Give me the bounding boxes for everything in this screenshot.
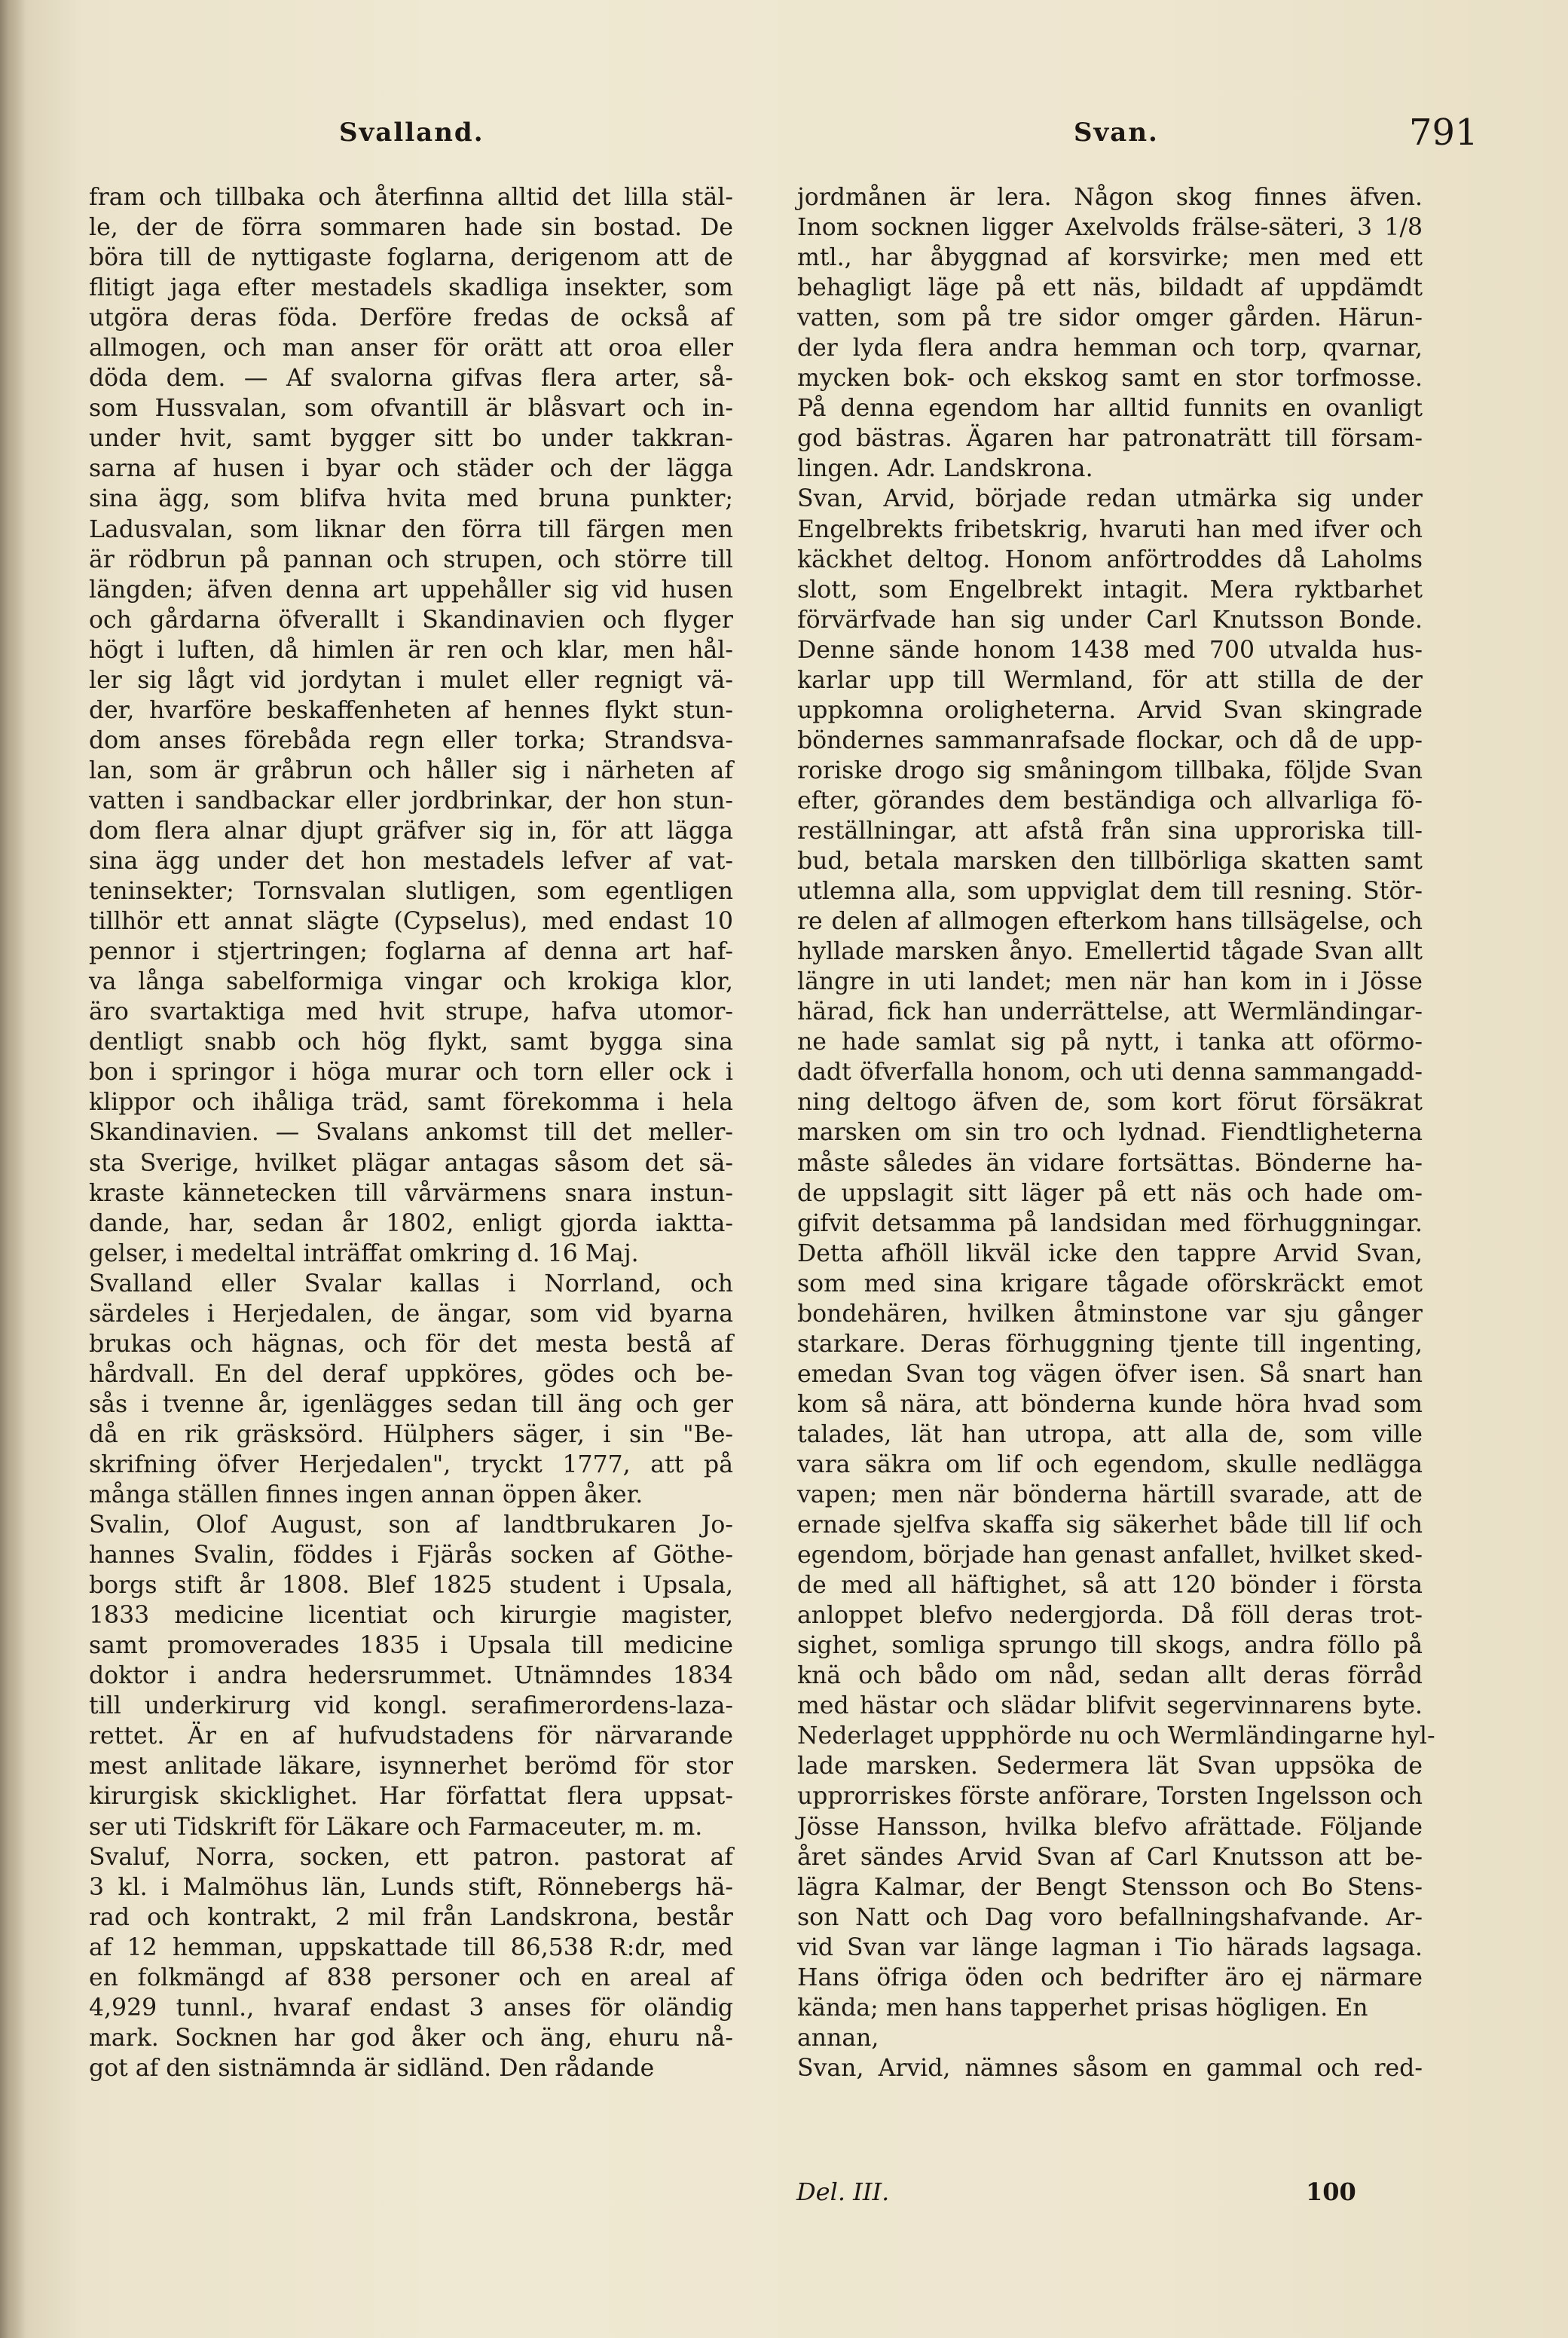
- text-line: 4,929 tunnl., hvaraf endast 3 anses för oländig: [89, 1994, 733, 2022]
- text-line: året sändes Arvid Svan af Carl Knutsson att be-: [797, 1843, 1423, 1871]
- text-line: Skandinavien. — Svalans ankomst till det meller-: [89, 1119, 733, 1147]
- text-line: äro svartaktiga med hvit strupe, hafva utomor-: [89, 998, 733, 1026]
- text-line: slott, som Engelbrekt intagit. Mera ryktbarhet: [797, 576, 1423, 604]
- text-line: med hästar och slädar blifvit segervinnarens byte.: [797, 1692, 1423, 1720]
- text-line: böndernes sammanrafsade flockar, och då de upp-: [797, 726, 1423, 754]
- text-line: döda dem. — Af svalorna gifvas flera arter, så-: [89, 365, 733, 393]
- text-line: klippor och ihåliga träd, samt förekomma i hela: [89, 1089, 733, 1117]
- text-line: sighet, somliga sprungo till skogs, andra föllo på: [797, 1632, 1423, 1660]
- text-line: vara säkra om lif och egendom, skulle nedlägga: [797, 1450, 1423, 1478]
- text-line: flitigt jaga efter mestadels skadliga insekter, som: [89, 274, 733, 302]
- text-line: ser uti Tidskrift för Läkare och Farmaceuter, m. m.: [89, 1813, 703, 1841]
- text-line: under hvit, samt bygger sitt bo under takkran-: [89, 425, 733, 453]
- text-line: är rödbrun på pannan och strupen, och större till: [89, 546, 733, 573]
- text-line: ning deltogo äfven de, som kort förut försäkrat: [797, 1089, 1423, 1117]
- text-line: doktor i andra hedersrummet. Utnämndes 1834: [89, 1662, 733, 1690]
- text-line: lan, som är gråbrun och håller sig i närheten af: [89, 756, 733, 784]
- text-line: bud, betala marsken den tillbörliga skatten samt: [797, 848, 1423, 876]
- text-line: Detta afhöll likväl icke den tappre Arvid Svan,: [797, 1239, 1423, 1267]
- text-line: tillhör ett annat slägte (Cypselus), med endast 10: [89, 908, 733, 936]
- text-line: af 12 hemman, uppskattade till 86,538 R:dr, med: [89, 1933, 733, 1961]
- text-line: starkare. Deras förhuggning tjente till ingenting,: [797, 1330, 1423, 1358]
- text-line: efter, görandes dem beständiga och allvarliga fö-: [797, 787, 1423, 814]
- running-head-left: Svalland.: [339, 118, 484, 148]
- text-line: reställningar, att afstå från sina upproriska till-: [797, 817, 1423, 845]
- text-line: egendom, började han genast anfallet, hvilket sked-: [797, 1542, 1423, 1569]
- text-line: knä och bådo om nåd, sedan allt deras förråd: [797, 1662, 1423, 1690]
- text-line: härad, fick han underrättelse, att Wermländingar-: [797, 998, 1423, 1026]
- text-line: der, hvarföre beskaffenheten af hennes flykt stun-: [89, 696, 733, 724]
- text-line: sina ägg, som blifva hvita med bruna punkter;: [89, 485, 733, 513]
- text-line: som med sina krigare tågade oförskräckt emot: [797, 1270, 1423, 1297]
- text-line: emedan Svan tog vägen öfver isen. Så snart han: [797, 1360, 1423, 1388]
- text-line: käckhet deltog. Honom anförtroddes då Laholms: [797, 546, 1423, 573]
- text-line: Inom socknen ligger Axelvolds frälse-säteri, 3 1/8: [797, 214, 1423, 242]
- text-line: de uppslagit sitt läger på ett näs och hade om-: [797, 1179, 1423, 1207]
- text-line: der lyda flera andra hemman och torp, qvarnar,: [797, 335, 1423, 362]
- text-line: böra till de nyttigaste foglarna, derigenom att de: [89, 244, 733, 272]
- text-line: karlar upp till Wermland, för att stilla de der: [797, 666, 1423, 694]
- text-line: utlemna alla, som uppviglat dem till resning. Stör-: [797, 878, 1423, 906]
- text-line: skrifning öfver Herjedalen", tryckt 1777, att på: [89, 1450, 733, 1478]
- text-line: vatten, som på tre sidor omger gården. Härun-: [797, 304, 1423, 332]
- text-line: borgs stift år 1808. Blef 1825 student i Upsala,: [89, 1572, 733, 1600]
- text-line: rad och kontrakt, 2 mil från Landskrona, består: [89, 1903, 733, 1931]
- page-number: 791: [1409, 112, 1478, 154]
- text-line: rettet. Är en af hufvudstadens för närvarande: [89, 1722, 733, 1750]
- text-line: förvärfvade han sig under Carl Knutsson Bonde.: [797, 606, 1423, 634]
- text-line: kirurgisk skicklighet. Har författat flera uppsat-: [89, 1783, 733, 1811]
- text-line: sås i tvenne år, igenlägges sedan till äng och ger: [89, 1390, 733, 1418]
- text-line: kända; men hans tapperhet prisas högligen. En: [797, 1994, 1368, 2022]
- text-line: vapen; men när bönderna härtill svarade, att de: [797, 1481, 1423, 1509]
- text-line: vatten i sandbackar eller jordbrinkar, der hon stun-: [89, 787, 733, 814]
- text-line: annan,: [797, 2024, 879, 2052]
- text-line: va långa sabelformiga vingar och krokiga klor,: [89, 968, 733, 996]
- text-line: teninsekter; Tornsvalan slutligen, som egentligen: [89, 878, 733, 906]
- text-line: lingen. Adr. Landskrona.: [797, 455, 1093, 483]
- text-line: talades, lät han utropa, att alla de, som ville: [797, 1420, 1423, 1448]
- text-line: bon i springor i höga murar och torn eller ock i: [89, 1059, 733, 1086]
- text-line: roriske drogo sig småningom tillbaka, följde Svan: [797, 756, 1423, 784]
- text-line: dom flera alnar djupt gräfver sig in, för att lägga: [89, 817, 733, 845]
- text-line: pennor i stjertringen; foglarna af denna art haf-: [89, 938, 733, 966]
- text-line: då en rik gräsksörd. Hülphers säger, i sin "Be-: [89, 1420, 733, 1448]
- text-line: 3 kl. i Malmöhus län, Lunds stift, Rönnebergs hä-: [89, 1873, 733, 1901]
- text-line: Ladusvalan, som liknar den förra till färgen men: [89, 515, 733, 543]
- text-line: vid Svan var länge lagman i Tio härads lagsaga.: [797, 1933, 1423, 1961]
- text-line: mest anlitade läkare, isynnerhet berömd för stor: [89, 1753, 733, 1780]
- text-line: sta Sverige, hvilket plägar antagas såsom det sä-: [89, 1149, 733, 1177]
- book-gutter-shadow: [0, 0, 26, 2338]
- text-line: Svan, Arvid, nämnes såsom en gammal och red-: [797, 2054, 1423, 2082]
- signature-mark: Del. III.: [796, 2178, 890, 2206]
- text-line: På denna egendom har alltid funnits en ovanligt: [797, 395, 1423, 423]
- text-line: Denne sände honom 1438 med 700 utvalda hus-: [797, 636, 1423, 664]
- text-line: Hans öfriga öden och bedrifter äro ej närmare: [797, 1964, 1423, 1991]
- text-line: ler sig lågt vid jordytan i mulet eller regnigt vä-: [89, 666, 733, 694]
- text-line: behagligt läge på ett näs, bildadt af uppdämdt: [797, 274, 1423, 302]
- text-line: god bästras. Ägaren har patronaträtt till försam-: [797, 425, 1423, 453]
- text-line: de med all häftighet, så att 120 bönder i första: [797, 1572, 1423, 1600]
- text-line: dadt öfverfalla honom, och uti denna sammangadd-: [797, 1059, 1423, 1086]
- text-line: Svalland eller Svalar kallas i Norrland, och: [89, 1270, 733, 1297]
- text-line: bondehären, hvilken åtminstone var sju gånger: [797, 1300, 1423, 1328]
- text-line: jordmånen är lera. Någon skog finnes äfven.: [797, 184, 1423, 211]
- text-line: utgöra deras föda. Derföre fredas de också af: [89, 304, 733, 332]
- text-line: längre in uti landet; men när han kom in i Jösse: [797, 968, 1423, 996]
- page-header: [0, 112, 1568, 163]
- text-line: längden; äfven denna art uppehåller sig vid husen: [89, 576, 733, 604]
- text-line: uppkomna oroligheterna. Arvid Svan skingrade: [797, 696, 1423, 724]
- page-footer: [0, 2178, 1568, 2215]
- text-line: ernade sjelfva skaffa sig säkerhet både till lif och: [797, 1511, 1423, 1539]
- text-line: hyllade marsken ånyo. Emellertid tågade Svan allt: [797, 938, 1423, 966]
- text-line: 1833 medicine licentiat och kirurgie magister,: [89, 1602, 733, 1630]
- text-line: sarna af husen i byar och städer och der lägga: [89, 455, 733, 483]
- text-line: lade marsken. Sedermera lät Svan uppsöka de: [797, 1753, 1423, 1780]
- text-line: Nederlaget uppphörde nu och Wermländingarne hyl-: [797, 1722, 1435, 1750]
- text-line: gelser, i medeltal inträffat omkring d. 16 Maj.: [89, 1239, 639, 1267]
- text-line: mtl., har åbyggnad af korsvirke; men med ett: [797, 244, 1423, 272]
- text-line: le, der de förra sommaren hade sin bostad. De: [89, 214, 733, 242]
- text-line: sina ägg under det hon mestadels lefver af vat-: [89, 848, 733, 876]
- text-line: anloppet blefvo nedergjorda. Då föll deras trot-: [797, 1602, 1423, 1630]
- text-line: re delen af allmogen efterkom hans tillsägelse, och: [797, 908, 1423, 936]
- text-line: fram och tillbaka och återfinna alltid det lilla stäl-: [89, 184, 733, 211]
- text-line: allmogen, och man anser för orätt att oroa eller: [89, 335, 733, 362]
- text-line: lägra Kalmar, der Bengt Stensson och Bo Stens-: [797, 1873, 1423, 1901]
- text-line: Svaluf, Norra, socken, ett patron. pastorat af: [89, 1843, 733, 1871]
- running-head-right: Svan.: [1074, 118, 1159, 148]
- text-line: till underkirurg vid kongl. serafimerordens-laza-: [89, 1692, 733, 1720]
- text-line: Engelbrekts fribetskrig, hvaruti han med ifver och: [797, 515, 1423, 543]
- text-line: hårdvall. En del deraf uppköres, gödes och be-: [89, 1360, 733, 1388]
- text-line: upprorriskes förste anförare, Torsten Ingelsson och: [797, 1783, 1423, 1811]
- text-line: som Hussvalan, som ofvantill är blåsvart och in-: [89, 395, 733, 423]
- text-line: got af den sistnämnda är sidländ. Den rådande: [89, 2054, 655, 2082]
- text-line: brukas och hägnas, och för det mesta bestå af: [89, 1330, 733, 1358]
- text-line: ne hade samlat sig på nytt, i tanka att oförmo-: [797, 1028, 1423, 1056]
- text-line: mark. Socknen har god åker och äng, ehuru nå-: [89, 2024, 733, 2052]
- text-line: dom anses förebåda regn eller torka; Strandsva-: [89, 726, 733, 754]
- text-line: marsken om sin tro och lydnad. Fiendtligheterna: [797, 1119, 1423, 1147]
- text-line: en folkmängd af 838 personer och en areal af: [89, 1964, 733, 1991]
- text-line: särdeles i Herjedalen, de ängar, som vid byarna: [89, 1300, 733, 1328]
- left-text-column: [89, 182, 733, 2083]
- sheet-number: 100: [1306, 2178, 1356, 2206]
- text-line: måste således än vidare fortsättas. Bönderne ha-: [797, 1149, 1423, 1177]
- text-line: och gårdarna öfverallt i Skandinavien och flyger: [89, 606, 733, 634]
- text-line: mycken bok- och ekskog samt en stor torfmosse.: [797, 365, 1423, 393]
- text-line: son Natt och Dag voro befallningshafvande. Ar-: [797, 1903, 1423, 1931]
- text-line: Svalin, Olof August, son af landtbrukaren Jo-: [89, 1511, 733, 1539]
- text-line: samt promoverades 1835 i Upsala till medicine: [89, 1632, 733, 1660]
- text-line: hannes Svalin, föddes i Fjärås socken af Göthe-: [89, 1542, 733, 1569]
- text-line: dande, har, sedan år 1802, enligt gjorda iaktta-: [89, 1209, 733, 1237]
- text-line: Svan, Arvid, började redan utmärka sig under: [797, 485, 1423, 513]
- text-line: kom så nära, att bönderna kunde höra hvad som: [797, 1390, 1423, 1418]
- right-text-column: [797, 182, 1435, 2083]
- text-line: kraste kännetecken till vårvärmens snara instun-: [89, 1179, 733, 1207]
- text-line: dentligt snabb och hög flykt, samt bygga sina: [89, 1028, 733, 1056]
- text-line: många ställen finnes ingen annan öppen åker.: [89, 1481, 643, 1509]
- text-line: högt i luften, då himlen är ren och klar, men hål-: [89, 636, 733, 664]
- text-line: gifvit detsamma på landsidan med förhuggningar.: [797, 1209, 1423, 1237]
- text-line: Jösse Hansson, hvilka blefvo afrättade. Följande: [797, 1813, 1423, 1841]
